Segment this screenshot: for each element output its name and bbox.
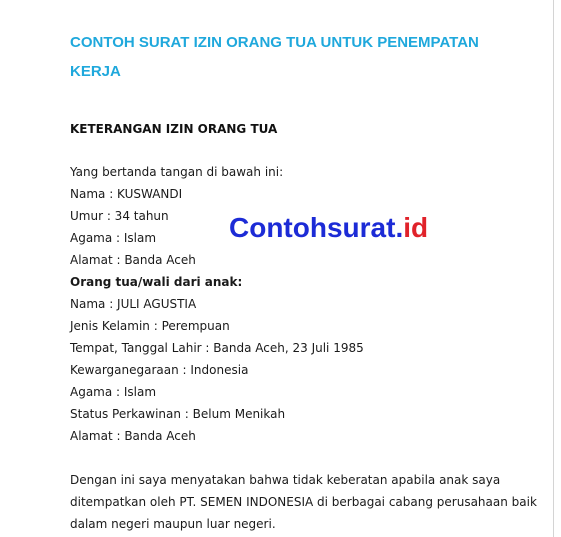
child-gender: Jenis Kelamin : Perempuan: [70, 319, 230, 333]
watermark-main: Contohsurat: [229, 212, 396, 243]
child-marital-status: Status Perkawinan : Belum Menikah: [70, 407, 286, 421]
parent-address: Alamat : Banda Aceh: [70, 253, 196, 267]
statement-line-2: ditempatkan oleh PT. SEMEN INDONESIA di berbagai cabang perusahaan baik: [70, 495, 537, 509]
child-heading: Orang tua/wali dari anak:: [70, 275, 243, 289]
intro-text: Yang bertanda tangan di bawah ini:: [70, 165, 284, 179]
child-birth: Tempat, Tanggal Lahir : Banda Aceh, 23 Juli 1985: [70, 341, 364, 355]
child-name: Nama : JULI AGUSTIA: [70, 297, 197, 311]
document-title: CONTOH SURAT IZIN ORANG TUA UNTUK PENEMPATAN KERJA: [70, 34, 479, 80]
child-nationality: Kewarganegaraan : Indonesia: [70, 363, 249, 377]
parent-name: Nama : KUSWANDI: [70, 187, 183, 201]
child-religion: Agama : Islam: [70, 385, 157, 399]
watermark: [229, 210, 428, 246]
statement-line-1: Dengan ini saya menyatakan bahwa tidak keberatan apabila anak saya: [70, 473, 501, 487]
parent-age: Umur : 34 tahun: [70, 209, 169, 223]
child-address: Alamat : Banda Aceh: [70, 429, 196, 443]
watermark-dot: .: [395, 212, 404, 243]
statement-line-3: dalam negeri maupun luar negeri.: [70, 517, 276, 531]
parent-religion: Agama : Islam: [70, 231, 157, 245]
watermark-tld: id: [403, 212, 429, 243]
section-heading: KETERANGAN IZIN ORANG TUA: [70, 122, 278, 136]
